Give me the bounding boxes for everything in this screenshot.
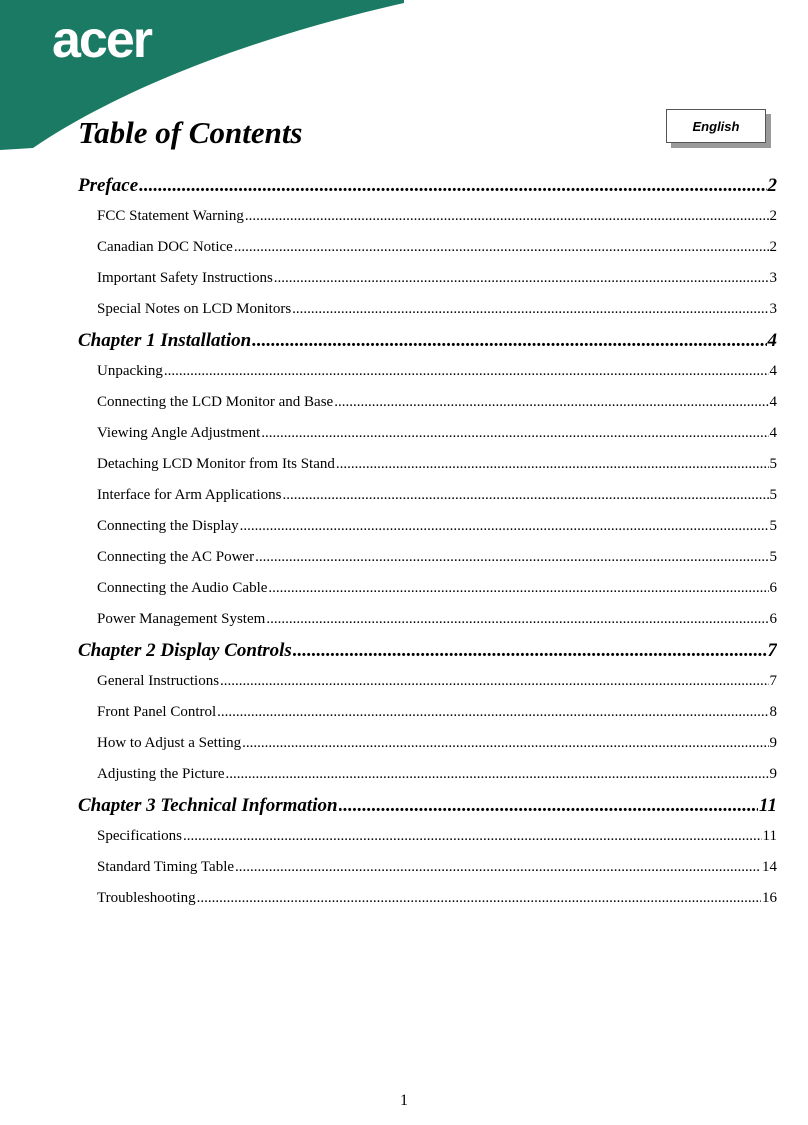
acer-logo: acer: [52, 11, 151, 69]
toc-section-entry[interactable]: [78, 418, 777, 449]
toc-entry-label: Interface for Arm Applications: [97, 487, 282, 503]
toc-entry-label: Detaching LCD Monitor from Its Stand: [97, 456, 335, 472]
toc-entry-page: 16: [762, 890, 777, 906]
toc-entry-label: Front Panel Control: [97, 704, 217, 720]
toc-section-entry[interactable]: [78, 821, 777, 852]
toc-section-entry[interactable]: [78, 697, 777, 728]
toc-entry-page: 5: [769, 549, 777, 565]
toc-entry-label: Special Notes on LCD Monitors: [97, 301, 292, 317]
dot-leader: [234, 232, 769, 263]
dot-leader: [334, 387, 768, 418]
dot-leader: [242, 728, 768, 759]
toc-entry-page: 4: [767, 330, 777, 351]
toc-entry-label: Connecting the AC Power: [97, 549, 255, 565]
dot-leader: [164, 356, 769, 387]
dot-leader: [336, 449, 769, 480]
table-of-contents: [78, 170, 777, 914]
page-number: 1: [400, 1092, 408, 1109]
toc-entry-page: 3: [769, 301, 777, 317]
toc-entry-label: Canadian DOC Notice: [97, 239, 233, 255]
toc-entry-label: Unpacking: [97, 363, 163, 379]
dot-leader: [255, 542, 768, 573]
dot-leader: [139, 170, 766, 201]
toc-section-entry[interactable]: [78, 883, 777, 914]
toc-entry-page: 4: [769, 394, 777, 410]
toc-entry-page: 7: [769, 673, 777, 689]
toc-entry-page: 4: [769, 363, 777, 379]
toc-entry-label: Chapter 3 Technical Information: [78, 795, 338, 816]
dot-leader: [292, 294, 768, 325]
dot-leader: [261, 418, 768, 449]
toc-entry-label: Important Safety Instructions: [97, 270, 273, 286]
toc-entry-label: Specifications: [97, 828, 182, 844]
dot-leader: [220, 666, 768, 697]
toc-entry-page: 11: [762, 828, 777, 844]
toc-section-entry[interactable]: [78, 387, 777, 418]
toc-chapter-entry[interactable]: [78, 635, 777, 666]
toc-entry-page: 6: [769, 580, 777, 596]
toc-entry-label: Adjusting the Picture: [97, 766, 225, 782]
toc-entry-label: FCC Statement Warning: [97, 208, 244, 224]
dot-leader: [183, 821, 762, 852]
toc-entry-page: 14: [762, 859, 777, 875]
toc-entry-label: Chapter 1 Installation: [78, 330, 252, 351]
dot-leader: [293, 635, 767, 666]
dot-leader: [252, 325, 766, 356]
toc-section-entry[interactable]: [78, 666, 777, 697]
dot-leader: [217, 697, 768, 728]
dot-leader: [283, 480, 769, 511]
toc-entry-page: 9: [769, 735, 777, 751]
page-title: Table of Contents: [78, 115, 303, 150]
toc-entry-label: General Instructions: [97, 673, 220, 689]
toc-entry-page: 8: [769, 704, 777, 720]
toc-section-entry[interactable]: [78, 542, 777, 573]
dot-leader: [235, 852, 761, 883]
dot-leader: [197, 883, 761, 914]
toc-entry-label: How to Adjust a Setting: [97, 735, 242, 751]
toc-section-entry[interactable]: [78, 449, 777, 480]
dot-leader: [268, 573, 768, 604]
dot-leader: [240, 511, 769, 542]
toc-section-entry[interactable]: [78, 263, 777, 294]
toc-chapter-entry[interactable]: [78, 790, 777, 821]
toc-entry-label: Power Management System: [97, 611, 266, 627]
toc-entry-page: 2: [769, 239, 777, 255]
toc-entry-page: 9: [769, 766, 777, 782]
toc-section-entry[interactable]: [78, 573, 777, 604]
toc-entry-label: Preface: [78, 175, 139, 196]
toc-entry-page: 7: [767, 640, 777, 661]
toc-entry-label: Standard Timing Table: [97, 859, 235, 875]
toc-entry-page: 4: [769, 425, 777, 441]
language-badge: English: [666, 109, 766, 143]
toc-entry-page: 2: [769, 208, 777, 224]
toc-section-entry[interactable]: [78, 852, 777, 883]
dot-leader: [245, 201, 769, 232]
toc-section-entry[interactable]: [78, 759, 777, 790]
toc-section-entry[interactable]: [78, 604, 777, 635]
toc-entry-page: 5: [769, 456, 777, 472]
toc-section-entry[interactable]: [78, 356, 777, 387]
toc-entry-label: Viewing Angle Adjustment: [97, 425, 261, 441]
dot-leader: [274, 263, 769, 294]
toc-entry-page: 2: [767, 175, 777, 196]
toc-entry-label: Connecting the Display: [97, 518, 239, 534]
toc-entry-page: 5: [769, 487, 777, 503]
toc-entry-label: Troubleshooting: [97, 890, 196, 906]
toc-section-entry[interactable]: [78, 728, 777, 759]
toc-entry-label: Connecting the LCD Monitor and Base: [97, 394, 334, 410]
toc-entry-page: 6: [769, 611, 777, 627]
toc-entry-page: 11: [759, 795, 777, 816]
toc-section-entry[interactable]: [78, 511, 777, 542]
toc-section-entry[interactable]: [78, 232, 777, 263]
toc-section-entry[interactable]: [78, 294, 777, 325]
dot-leader: [266, 604, 768, 635]
toc-chapter-entry[interactable]: [78, 170, 777, 201]
toc-entry-label: Chapter 2 Display Controls: [78, 640, 292, 661]
toc-section-entry[interactable]: [78, 480, 777, 511]
toc-entry-label: Connecting the Audio Cable: [97, 580, 268, 596]
toc-entry-page: 5: [769, 518, 777, 534]
toc-chapter-entry[interactable]: [78, 325, 777, 356]
dot-leader: [226, 759, 769, 790]
toc-section-entry[interactable]: [78, 201, 777, 232]
toc-entry-page: 3: [769, 270, 777, 286]
dot-leader: [339, 790, 759, 821]
